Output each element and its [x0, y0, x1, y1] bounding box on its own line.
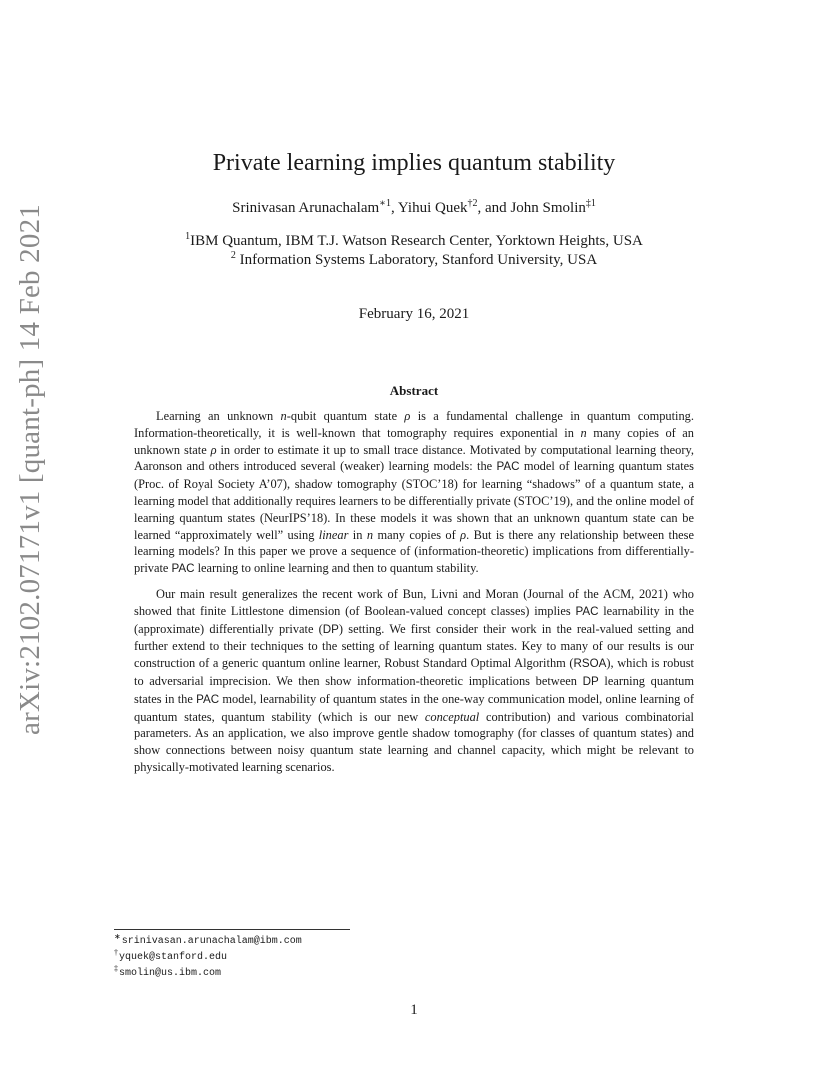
affiliation-mark: 2 [230, 250, 236, 261]
abstract-paragraph-2 [134, 586, 694, 776]
italic-term: ρ [210, 442, 217, 457]
text-run: learning quantum states in the [134, 673, 695, 706]
paper-date: February 16, 2021 [358, 306, 470, 322]
author-separator: , and [477, 200, 511, 216]
footnote-mark: ∗ [114, 931, 121, 941]
author-name: Yihui Quek [397, 200, 468, 216]
acronym-term: PAC [196, 692, 220, 706]
italic-term: ρ [460, 527, 467, 542]
author-list [0, 200, 828, 217]
acronym-term: RSOA [573, 657, 607, 671]
footnote-divider [114, 929, 350, 930]
footnotes [114, 931, 302, 982]
author-separator: , [390, 200, 398, 216]
affiliation-text: Information Systems Laboratory, Stanford University, USA [235, 252, 598, 268]
abstract-paragraph-1 [134, 408, 694, 578]
text-run: -qubit quantum state [286, 409, 405, 423]
text-run: . But is there any relationship between these learning models? In this paper we prove a sequence of (information-theoretic) implications from differentially-private [134, 527, 694, 576]
author-mark: ∗1 [379, 198, 391, 209]
text-run: Our main result generalizes the recent work of Bun, Livni and Moran (Journal of the ACM, 2021) who showed that finite Littlestone dimension (of Boolean-valued concept classes) implies [134, 586, 694, 618]
arxiv-identifier: arXiv:2102.07171v1 [quant-ph] 14 Feb 2021 [13, 203, 46, 735]
text-run: is a fundamental challenge in quantum computing. Information-theoretically, it is well-known that tomography requires exponential in [134, 409, 694, 440]
footnote-email: srinivasan.arunachalam@ibm.com [121, 936, 302, 947]
text-run: in [348, 527, 367, 542]
footnote-mark: † [114, 947, 118, 957]
italic-term: n [280, 409, 287, 423]
affiliation-text: IBM Quantum, IBM T.J. Watson Research Center, Yorktown Heights, USA [190, 233, 643, 249]
text-run: many copies of [373, 527, 461, 542]
footnote-item [114, 931, 302, 950]
abstract-body [134, 408, 694, 784]
author-mark: †2 [467, 198, 478, 209]
text-run: ) setting. We first consider their work in the real-valued setting and further extend to their techniques to the setting of learning quantum states. Key to many of our results is our construction of a generic quantum online learner, Robust Standard Optimal Algorithm ( [134, 621, 694, 671]
author-mark: ‡1 [585, 198, 596, 209]
footnote-item [114, 963, 302, 982]
text-run: learning to online learning and then to quantum stability. [194, 561, 479, 576]
text-run: many copies of an unknown state [134, 425, 695, 457]
abstract-heading: Abstract [389, 383, 439, 398]
text-run: model, learnability of quantum states in the one-way communication model, online learning of quantum states, quantum stability (which is our new [134, 691, 694, 724]
page-number: 1 [410, 1002, 418, 1018]
italic-term: ρ [404, 409, 411, 423]
italic-term: linear [318, 527, 349, 542]
author-name: John Smolin [510, 200, 586, 216]
text-run: Learning an unknown [156, 409, 281, 423]
text-run: model of learning quantum states (Proc. of Royal Society A’07), shadow tomography (STOC’18) for learning “shadows” of a quantum state, a learning model that additionally requires learners to be differentially private (STOC’19), and the online model of learning quantum states (NeurIPS’18). In these models it was shown that an unknown quantum state can be learned “approximately well” using [134, 459, 694, 542]
affiliation-1 [0, 233, 828, 250]
footnote-email: smolin@us.ibm.com [119, 968, 222, 979]
text-run: contribution) and various combinatorial parameters. As an application, we also improve gentle shadow tomography (for classes of quantum states) and show connections between noisy quantum state learning and channel capacity, which might be relevant to physically-motivated learning scenarios. [134, 709, 695, 774]
acronym-term: PAC [171, 562, 195, 576]
footnote-item [114, 947, 302, 966]
acronym-term: PAC [496, 460, 520, 474]
text-run: in order to estimate it up to small trace distance. Motivated by computational learning theory, Aaronson and others introduced several (weaker) learning models: the [134, 442, 694, 474]
italic-term: conceptual [424, 709, 480, 724]
acronym-term: DP [582, 674, 599, 688]
footnote-mark: ‡ [114, 963, 118, 973]
affiliation-2 [0, 252, 828, 269]
author-name: Srinivasan Arunachalam [232, 200, 380, 216]
text-run: ), which is robust to adversarial imprecision. We then show information-theoretic implications between [134, 656, 694, 688]
text-run: learnability in the (approximate) differentially private ( [134, 603, 694, 636]
italic-term: n [366, 527, 374, 542]
paper-title: Private learning implies quantum stability [212, 150, 616, 176]
affiliation-mark: 1 [185, 231, 191, 242]
acronym-term: PAC [575, 604, 599, 618]
footnote-email: yquek@stanford.edu [119, 952, 228, 963]
italic-term: n [580, 425, 587, 440]
arxiv-side-stamp [2, 203, 58, 735]
acronym-term: DP [322, 622, 339, 636]
